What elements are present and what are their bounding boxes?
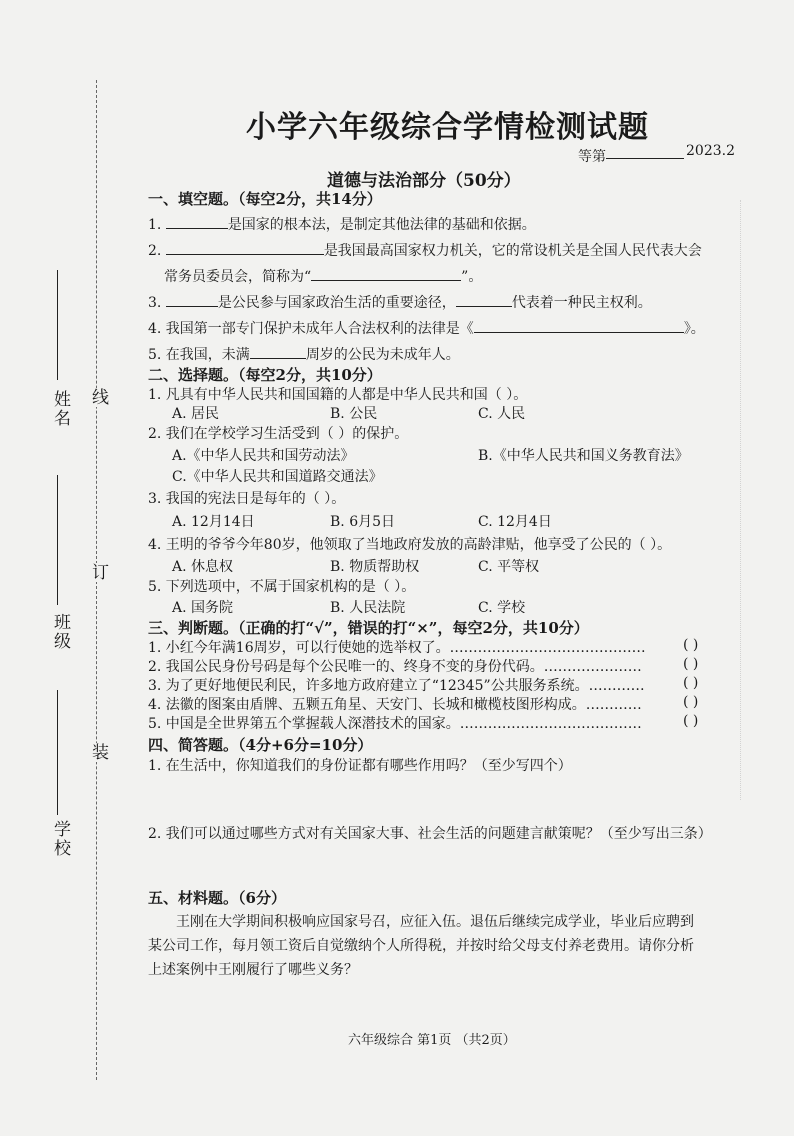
name-label: 姓名 xyxy=(50,390,70,428)
sec2-q1-stem: 1. 凡具有中华人民共和国国籍的人都是中华人民共和国（ ）。 xyxy=(148,387,528,403)
exam-date: 2023.2 xyxy=(686,143,735,159)
sec2-q3-stem: 3. 我国的宪法日是每年的（ ）。 xyxy=(148,491,346,507)
sec5-para-line2: 某公司工作，每月领工资后自觉缴纳个人所得税，并按时给父母支付养老费用。请你分析 xyxy=(148,938,694,954)
sec2-q2-option-c: C.《中华人民共和国道路交通法》 xyxy=(172,469,383,485)
sec2-q3-option-b: B. 6月5日 xyxy=(330,514,396,530)
grade-label: 等第 xyxy=(578,149,606,165)
sec1-q2-blank2 xyxy=(311,266,461,281)
sec5-para-line1: 王刚在大学期间积极响应国家号召，应征入伍。退伍后继续完成学业，毕业后应聘到 xyxy=(176,914,694,930)
binding-line-char: 线 xyxy=(86,388,111,407)
sec5-para-line3: 上述案例中王刚履行了哪些义务？ xyxy=(148,962,358,978)
sec2-q5-option-a: A. 国务院 xyxy=(172,600,234,616)
section-subtitle: 道德与法治部分（50分） xyxy=(327,171,521,191)
sec2-q5-option-c: C. 学校 xyxy=(478,600,526,616)
sec2-q4-option-b: B. 物质帮助权 xyxy=(330,559,420,575)
sec1-q4-blank xyxy=(474,318,684,333)
sec1-q3: 3. 是公民参与国家政治生活的重要途径， 代表着一种民主权利。 xyxy=(148,292,652,312)
name-blank xyxy=(57,270,58,380)
sec2-q2-option-b: B.《中华人民共和国义务教育法》 xyxy=(478,448,689,464)
class-label: 班级 xyxy=(50,613,70,651)
sec2-q4-option-a: A. 休息权 xyxy=(172,559,234,575)
sec1-q3-blank1 xyxy=(166,292,218,307)
binding-zhuang-char: 装 xyxy=(86,743,111,762)
binding-ding-char: 订 xyxy=(86,563,111,582)
sec3-item-3-answer: ( ) xyxy=(683,675,699,691)
sec3-item-5-answer: ( ) xyxy=(683,713,699,729)
sec3-item-5: 5. 中国是全世界第五个掌握载人深潜技术的国家。………………………………… xyxy=(148,716,642,732)
sec2-heading: 二、选择题。（每空2分，共10分） xyxy=(148,366,382,384)
class-blank xyxy=(57,475,58,605)
sec2-q2-option-a: A.《中华人民共和国劳动法》 xyxy=(172,448,355,464)
sec2-q4-option-c: C. 平等权 xyxy=(478,559,540,575)
sec1-q3-blank2 xyxy=(456,292,512,307)
sec3-heading: 三、判断题。（正确的打“√”，错误的打“×”，每空2分，共10分） xyxy=(148,619,589,637)
sec5-heading: 五、材料题。（6分） xyxy=(148,889,286,907)
sec4-q1: 1. 在生活中，你知道我们的身份证都有哪些作用吗？（至少写四个） xyxy=(148,758,572,774)
sec1-q2-blank xyxy=(166,240,324,255)
sec2-q1-option-c: C. 人民 xyxy=(478,406,526,422)
sec3-item-1-answer: ( ) xyxy=(683,637,699,653)
sec2-q4-stem: 4. 王明的爷爷今年80岁，他领取了当地政府发放的高龄津贴，他享受了公民的（ ）。 xyxy=(148,537,672,553)
sec1-q5: 5. 在我国，未满 周岁的公民为未成年人。 xyxy=(148,344,460,364)
school-label: 学校 xyxy=(50,820,70,858)
sec2-q5-option-b: B. 人民法院 xyxy=(330,600,406,616)
sec2-q3-option-a: A. 12月14日 xyxy=(172,514,255,530)
sec3-item-2-answer: ( ) xyxy=(683,656,699,672)
sec3-item-4-answer: ( ) xyxy=(683,694,699,710)
sec4-heading: 四、简答题。（4分+6分=10分） xyxy=(148,736,373,754)
sec2-q1-option-b: B. 公民 xyxy=(330,406,378,422)
sec1-q5-blank xyxy=(250,344,306,359)
sec1-q1: 1. 是国家的根本法，是制定其他法律的基础和依据。 xyxy=(148,214,536,234)
sec1-q2: 2. 是我国最高国家权力机关，它的常设机关是全国人民代表大会 xyxy=(148,240,702,260)
sec1-q2-line2: 常务员委员会，简称为“ ”。 xyxy=(164,266,482,286)
sec4-q2: 2. 我们可以通过哪些方式对有关国家大事、社会生活的问题建言献策呢？（至少写出三条） xyxy=(148,826,712,842)
sec1-q4: 4. 我国第一部专门保护未成年人合法权利的法律是《 》。 xyxy=(148,318,705,338)
sec2-q5-stem: 5. 下列选项中，不属于国家机构的是（ ）。 xyxy=(148,579,416,595)
page-title: 小学六年级综合学情检测试题 xyxy=(246,110,649,145)
bleed-through xyxy=(740,200,791,800)
sec3-item-3: 3. 为了更好地便民利民，许多地方政府建立了“12345”公共服务系统。………… xyxy=(148,678,645,694)
sec3-item-4: 4. 法徽的图案由盾牌、五颗五角星、天安门、长城和橄榄枝图形构成。………… xyxy=(148,697,642,713)
sec1-heading: 一、填空题。（每空2分，共14分） xyxy=(148,190,382,208)
sec1-q1-blank xyxy=(166,214,228,229)
sec2-q1-option-a: A. 居民 xyxy=(172,406,220,422)
sec2-q3-option-c: C. 12月4日 xyxy=(478,514,552,530)
sec3-item-2: 2. 我国公民身份号码是每个公民唯一的、终身不变的身份代码。………………… xyxy=(148,659,642,675)
sec2-q2-stem: 2. 我们在学校学习生活受到（ ）的保护。 xyxy=(148,426,409,442)
sec3-item-1: 1. 小红今年满16周岁，可以行使她的选举权了。…………………………………… xyxy=(148,640,646,656)
school-blank xyxy=(57,690,58,815)
grade-blank xyxy=(606,158,684,159)
page-footer: 六年级综合 第1页 （共2页） xyxy=(348,1033,516,1048)
